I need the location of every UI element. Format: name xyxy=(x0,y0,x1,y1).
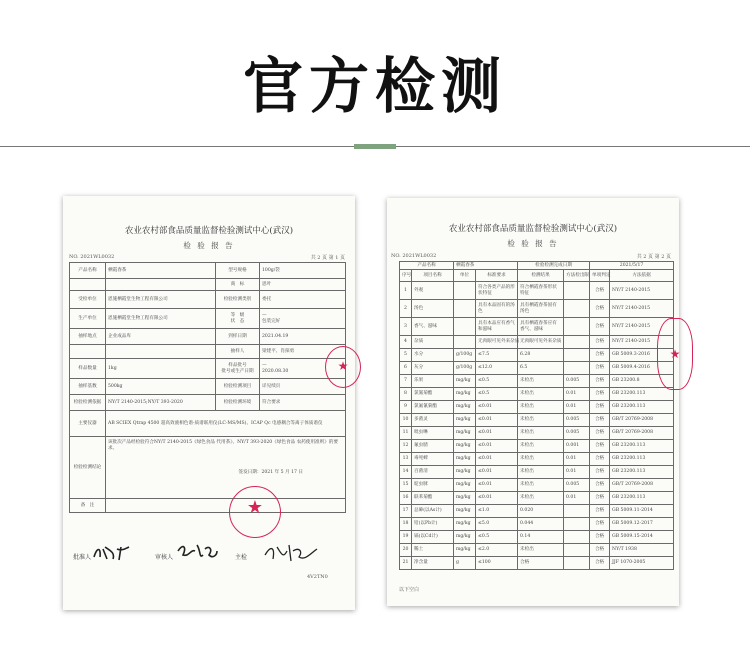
report-number: NO. 2021WL0032 xyxy=(391,253,437,259)
note-label: 备 注 xyxy=(70,499,106,513)
table-cell: ≤0.01 xyxy=(476,479,518,492)
report-title: 农业农村部食品质量监督检验测试中心(武汉) xyxy=(124,226,294,236)
row-value: 详见续页 xyxy=(260,379,346,395)
row-value: 2021.04.19 xyxy=(260,329,346,345)
info-label-product: 产品名称 xyxy=(400,262,454,270)
table-cell: 2 xyxy=(400,300,412,318)
table-row xyxy=(400,414,674,427)
reviewer-label: 审核人 xyxy=(155,554,174,561)
table-cell: 5 xyxy=(400,349,412,362)
report-serial: 4V2TN0 xyxy=(307,574,328,580)
table-cell: 未检出 xyxy=(518,414,564,427)
table-row xyxy=(400,492,674,505)
table-cell: 合格 xyxy=(518,557,564,570)
table-cell: GB 23200.113 xyxy=(610,401,674,414)
table-cell: ≤7.5 xyxy=(476,349,518,362)
page-title: 官方检测 xyxy=(243,52,507,122)
info-row xyxy=(70,279,346,291)
table-cell: 合格 xyxy=(590,466,610,479)
table-cell xyxy=(564,518,590,531)
table-row xyxy=(400,362,674,375)
table-row xyxy=(400,349,674,362)
table-cell: GB 5009.12-2017 xyxy=(610,518,674,531)
table-cell: 合格 xyxy=(590,518,610,531)
table-cell: mg/kg xyxy=(454,401,476,414)
maker-label: 主检 xyxy=(235,554,248,561)
table-cell xyxy=(564,362,590,375)
column-header: 检测结果 xyxy=(518,270,564,282)
table-cell: 未检出 xyxy=(518,375,564,388)
table-cell: 合格 xyxy=(590,544,610,557)
table-cell xyxy=(564,318,590,336)
table-cell: 19 xyxy=(400,531,412,544)
table-cell: 毒死蜱 xyxy=(412,453,454,466)
table-footer: 以下空白 xyxy=(399,587,420,593)
report-subtitle: 检 验 报 告 xyxy=(183,241,235,250)
approver-label: 批准人 xyxy=(73,554,92,561)
table-cell: 多菌灵 xyxy=(412,414,454,427)
row-label: 抽样基数 xyxy=(70,379,106,395)
table-row xyxy=(400,401,674,414)
table-cell: 20 xyxy=(400,544,412,557)
table-cell: NY/T 2140-2015 xyxy=(610,336,674,349)
table-cell xyxy=(454,300,476,318)
table-cell: GB 23200.113 xyxy=(610,388,674,401)
table-cell: 0.005 xyxy=(564,375,590,388)
page-seal: ★ xyxy=(657,318,693,390)
report-info-table xyxy=(69,262,346,513)
table-cell: GB/T 20769-2008 xyxy=(610,479,674,492)
table-cell: GB/T 20769-2008 xyxy=(610,427,674,440)
report-subtitle: 检 验 报 告 xyxy=(507,239,559,248)
table-cell: 无肉眼可见外来杂质 xyxy=(476,336,518,349)
table-row xyxy=(400,453,674,466)
row-label: 检验检测依据 xyxy=(70,395,106,411)
column-header: 单位 xyxy=(454,270,476,282)
table-row xyxy=(400,336,674,349)
table-row xyxy=(400,375,674,388)
table-cell: GB 5009.11-2014 xyxy=(610,505,674,518)
row-value: 栖霞春茶 xyxy=(106,263,216,279)
row-value: 思叶 xyxy=(260,279,346,291)
maker-signature xyxy=(261,541,321,565)
column-header: 方法依据 xyxy=(610,270,674,282)
table-cell: 具有本品固有的汤色 xyxy=(476,300,518,318)
table-cell: mg/kg xyxy=(454,531,476,544)
row-label: 商 标 xyxy=(216,279,260,291)
table-cell: 6 xyxy=(400,362,412,375)
table-cell: mg/kg xyxy=(454,388,476,401)
info-row xyxy=(70,379,346,395)
row-label: 型号规格 xyxy=(216,263,260,279)
table-cell: 合格 xyxy=(590,453,610,466)
table-cell xyxy=(454,282,476,300)
table-cell: mg/kg xyxy=(454,375,476,388)
table-cell: 16 xyxy=(400,492,412,505)
report-page-count: 共 2 页 第 2 页 xyxy=(636,254,671,260)
table-cell: NY/T 2140-2015 xyxy=(610,300,674,318)
table-cell: ≤5.0 xyxy=(476,518,518,531)
table-cell: 氟虫腈 xyxy=(412,440,454,453)
table-cell: 8 xyxy=(400,388,412,401)
row-value: — 包装完好 xyxy=(260,309,346,329)
table-cell: 符合各类产品的形状特征 xyxy=(476,282,518,300)
info-row xyxy=(70,329,346,345)
row-label xyxy=(70,345,106,359)
table-row xyxy=(400,505,674,518)
table-cell: 0.01 xyxy=(564,401,590,414)
table-cell: g/100g xyxy=(454,349,476,362)
table-cell: 未检出 xyxy=(518,440,564,453)
row-label: 受检单位 xyxy=(70,291,106,309)
table-cell: GB/T 20769-2008 xyxy=(610,414,674,427)
table-cell: mg/kg xyxy=(454,453,476,466)
column-header: 方法检出限 xyxy=(564,270,590,282)
table-cell: 合格 xyxy=(590,349,610,362)
table-cell: 0.14 xyxy=(518,531,564,544)
note-value xyxy=(106,499,346,513)
row-label: 到样日期 xyxy=(216,329,260,345)
table-cell: 0.01 xyxy=(564,453,590,466)
table-cell: 12 xyxy=(400,440,412,453)
table-cell: 4 xyxy=(400,336,412,349)
table-cell: 0.01 xyxy=(564,388,590,401)
table-cell: GB 5009.3-2016 xyxy=(610,349,674,362)
table-cell xyxy=(564,300,590,318)
table-cell: 合格 xyxy=(590,401,610,414)
conclusion-label: 检验检测结论 xyxy=(70,437,106,499)
table-cell: 总砷(以As计) xyxy=(412,505,454,518)
info-row xyxy=(70,263,346,279)
table-cell: mg/kg xyxy=(454,466,476,479)
row-label: 检验检测环境 xyxy=(216,395,260,411)
table-cell: ≤0.01 xyxy=(476,440,518,453)
table-row xyxy=(400,440,674,453)
table-cell: 合格 xyxy=(590,375,610,388)
info-value-product: 栖霞春茶 xyxy=(454,262,518,270)
info-row xyxy=(70,359,346,379)
table-cell xyxy=(564,349,590,362)
column-header: 序号 xyxy=(400,270,412,282)
table-cell: 合格 xyxy=(590,282,610,300)
table-cell: 未检出 xyxy=(518,466,564,479)
table-cell: 灰分 xyxy=(412,362,454,375)
table-cell: 未检出 xyxy=(518,401,564,414)
row-label: 抽样人 xyxy=(216,345,260,359)
table-cell: 符合栖霞春茶形状特征 xyxy=(518,282,564,300)
row-value: 1kg xyxy=(106,359,216,379)
table-cell: 0.020 xyxy=(518,505,564,518)
report-title: 农业农村部食品质量监督检验测试中心(武汉) xyxy=(448,224,618,234)
table-cell: 10 xyxy=(400,414,412,427)
table-cell: NY/T 2140-2015 xyxy=(610,282,674,300)
table-cell: 外观 xyxy=(412,282,454,300)
table-cell: ≤0.5 xyxy=(476,375,518,388)
table-cell: 合格 xyxy=(590,505,610,518)
approver-signature xyxy=(91,543,133,563)
table-cell: 11 xyxy=(400,427,412,440)
table-cell: ≤0.01 xyxy=(476,492,518,505)
page-header xyxy=(0,0,750,160)
table-cell: 0.01 xyxy=(564,466,590,479)
table-cell: 0.005 xyxy=(564,479,590,492)
table-row xyxy=(400,318,674,336)
table-row xyxy=(400,282,674,300)
table-cell: mg/kg xyxy=(454,544,476,557)
table-cell: 乐果 xyxy=(412,375,454,388)
table-cell: 合格 xyxy=(590,557,610,570)
table-cell: 13 xyxy=(400,453,412,466)
info-row xyxy=(70,309,346,329)
table-row xyxy=(400,427,674,440)
table-cell: 合格 xyxy=(590,300,610,318)
table-cell xyxy=(564,336,590,349)
table-cell: 未检出 xyxy=(518,427,564,440)
table-cell: mg/kg xyxy=(454,505,476,518)
table-cell: 6.28 xyxy=(518,349,564,362)
table-cell: GB 23200.113 xyxy=(610,466,674,479)
table-row xyxy=(400,531,674,544)
table-cell: ≤0.01 xyxy=(476,453,518,466)
row-label: 生产单位 xyxy=(70,309,106,329)
info-row xyxy=(70,291,346,309)
table-cell xyxy=(564,505,590,518)
table-cell: 铅(以Pb计) xyxy=(412,518,454,531)
table-cell: GB 23200.113 xyxy=(610,492,674,505)
table-cell: 汤色 xyxy=(412,300,454,318)
table-cell: ≤100 xyxy=(476,557,518,570)
table-cell: 合格 xyxy=(590,427,610,440)
info-row xyxy=(70,345,346,359)
reviewer-signature xyxy=(175,541,219,563)
row-label: 产品名称 xyxy=(70,263,106,279)
table-cell: ≤0.5 xyxy=(476,531,518,544)
table-cell: mg/kg xyxy=(454,414,476,427)
table-cell: mg/kg xyxy=(454,479,476,492)
table-cell: ≤0.01 xyxy=(476,466,518,479)
table-cell: 0.005 xyxy=(564,414,590,427)
row-label: 样品数量 xyxy=(70,359,106,379)
table-cell: 香气、滋味 xyxy=(412,318,454,336)
table-row xyxy=(400,388,674,401)
table-row xyxy=(400,300,674,318)
table-cell: 合格 xyxy=(590,318,610,336)
table-cell xyxy=(454,318,476,336)
report-number: NO. 2021WL0032 xyxy=(69,254,115,260)
table-cell: 14 xyxy=(400,466,412,479)
row-value: 符合要求 xyxy=(260,395,346,411)
table-cell: 0.005 xyxy=(564,427,590,440)
table-cell: 7 xyxy=(400,375,412,388)
table-cell: 具有栖霞春茶应有香气、滋味 xyxy=(518,318,564,336)
info-row xyxy=(70,395,346,411)
table-cell xyxy=(564,531,590,544)
table-cell: 3 xyxy=(400,318,412,336)
table-cell: NY/T 2140-2015 xyxy=(610,318,674,336)
row-value: 500kg xyxy=(106,379,216,395)
table-cell: 合格 xyxy=(590,440,610,453)
row-value: 100g/袋 xyxy=(260,263,346,279)
table-cell: g xyxy=(454,557,476,570)
table-cell: 具有本品应有香气和滋味 xyxy=(476,318,518,336)
table-cell: 0.01 xyxy=(564,492,590,505)
conclusion-date: 签发日期：2021 年 5 月 17 日 xyxy=(238,470,303,475)
row-label: 样品批号 批号或生产日期 xyxy=(216,359,260,379)
row-value: — 2020.08.30 xyxy=(260,359,346,379)
table-cell: 无肉眼可见外来杂质 xyxy=(518,336,564,349)
table-cell: 氯氰菊酯 xyxy=(412,388,454,401)
row-value: 企业成品库 xyxy=(106,329,216,345)
table-cell: 未检出 xyxy=(518,479,564,492)
row-value xyxy=(106,345,216,359)
table-cell: 合格 xyxy=(590,336,610,349)
table-cell: 杂质 xyxy=(412,336,454,349)
row-value: 恩施栖霞堂生物工程有限公司 xyxy=(106,291,216,309)
table-cell: 9 xyxy=(400,401,412,414)
table-cell: 17 xyxy=(400,505,412,518)
table-cell: ≤2.0 xyxy=(476,544,518,557)
table-cell: mg/kg xyxy=(454,440,476,453)
table-cell xyxy=(564,282,590,300)
table-row xyxy=(400,557,674,570)
official-seal: ★ xyxy=(229,486,281,538)
table-cell: 未检出 xyxy=(518,492,564,505)
table-cell: JJF 1070-2005 xyxy=(610,557,674,570)
table-cell: 1 xyxy=(400,282,412,300)
table-cell: 合格 xyxy=(590,531,610,544)
table-cell: mg/kg xyxy=(454,518,476,531)
row-label: 检验检测项目 xyxy=(216,379,260,395)
table-row xyxy=(400,466,674,479)
row-label: 检验检测类别 xyxy=(216,291,260,309)
row-value: 恩施栖霞堂生物工程有限公司 xyxy=(106,309,216,329)
table-cell: 6.5 xyxy=(518,362,564,375)
row-value: 梁建平、肖探勇 xyxy=(260,345,346,359)
table-row xyxy=(400,479,674,492)
info-value-date: 2021/5/17 xyxy=(590,262,674,270)
table-row xyxy=(400,518,674,531)
report-page-1 xyxy=(63,196,355,610)
table-cell: 合格 xyxy=(590,492,610,505)
table-cell: 镉(以Cd计) xyxy=(412,531,454,544)
table-cell: ≤0.01 xyxy=(476,427,518,440)
row-label: 抽样地点 xyxy=(70,329,106,345)
equipment-value: AB SCIEX Qtrap 4500 超高效液相色谱-质谱联用仪(LC-MS/MS)、ICAP Qc 电感耦合等离子体质谱仪 xyxy=(106,411,346,437)
table-cell: 合格 xyxy=(590,362,610,375)
table-cell: 氯氟氰菊酯 xyxy=(412,401,454,414)
table-cell: mg/kg xyxy=(454,492,476,505)
table-cell: ≤0.5 xyxy=(476,388,518,401)
table-cell xyxy=(564,557,590,570)
page-seal: ★ xyxy=(325,346,361,388)
table-cell: GB 23200.8 xyxy=(610,375,674,388)
table-cell: GB 23200.113 xyxy=(610,440,674,453)
table-cell: 水分 xyxy=(412,349,454,362)
row-value: NY/T 2140-2015;NY/T 393-2020 xyxy=(106,395,216,411)
table-cell: ≤0.01 xyxy=(476,401,518,414)
equipment-label: 主要仪器 xyxy=(70,411,106,437)
table-cell: ≤0.01 xyxy=(476,414,518,427)
table-cell: 啶虫脒 xyxy=(412,479,454,492)
table-cell: 合格 xyxy=(590,414,610,427)
table-cell: 合格 xyxy=(590,388,610,401)
table-cell: mg/kg xyxy=(454,427,476,440)
info-label-date: 检验检测完成日期 xyxy=(518,262,590,270)
table-cell: g/100g xyxy=(454,362,476,375)
table-cell: 未检出 xyxy=(518,544,564,557)
column-header: 项目名称 xyxy=(412,270,454,282)
report-page-count: 共 2 页 第 1 页 xyxy=(310,255,345,261)
header-divider-accent xyxy=(354,144,396,149)
table-cell: 0.001 xyxy=(564,440,590,453)
row-value: 委托 xyxy=(260,291,346,309)
table-cell: 具有栖霞春茶固有汤色 xyxy=(518,300,564,318)
table-cell: 0.044 xyxy=(518,518,564,531)
table-cell: ≤1.0 xyxy=(476,505,518,518)
table-cell: 未检出 xyxy=(518,453,564,466)
conclusion-text: 该批次产品经检验符合NY/T 2140-2015《绿色食品 代用茶》、NY/T 393-2020《绿色食品 农药使用准则》的要求。 xyxy=(108,440,339,451)
column-header: 标准要求 xyxy=(476,270,518,282)
table-cell: GB 5009.15-2014 xyxy=(610,531,674,544)
test-results-table xyxy=(399,261,674,570)
table-cell xyxy=(454,336,476,349)
table-cell: 百菌清 xyxy=(412,466,454,479)
table-cell: 21 xyxy=(400,557,412,570)
table-cell: 合格 xyxy=(590,479,610,492)
table-cell: GB 23200.113 xyxy=(610,453,674,466)
table-cell: NY/T 1938 xyxy=(610,544,674,557)
table-cell: 联苯菊酯 xyxy=(412,492,454,505)
table-cell: 净含量 xyxy=(412,557,454,570)
table-cell: 15 xyxy=(400,479,412,492)
column-header: 单项判定 xyxy=(590,270,610,282)
table-cell: 18 xyxy=(400,518,412,531)
row-label xyxy=(70,279,106,291)
row-label: 等 级 状 态 xyxy=(216,309,260,329)
row-value xyxy=(106,279,216,291)
table-cell: 吡虫啉 xyxy=(412,427,454,440)
table-cell: GB 5009.4-2016 xyxy=(610,362,674,375)
table-cell: 稀土 xyxy=(412,544,454,557)
table-cell: 未检出 xyxy=(518,388,564,401)
table-row xyxy=(400,544,674,557)
report-page-2 xyxy=(387,198,679,606)
table-cell xyxy=(564,544,590,557)
table-cell: ≤12.0 xyxy=(476,362,518,375)
